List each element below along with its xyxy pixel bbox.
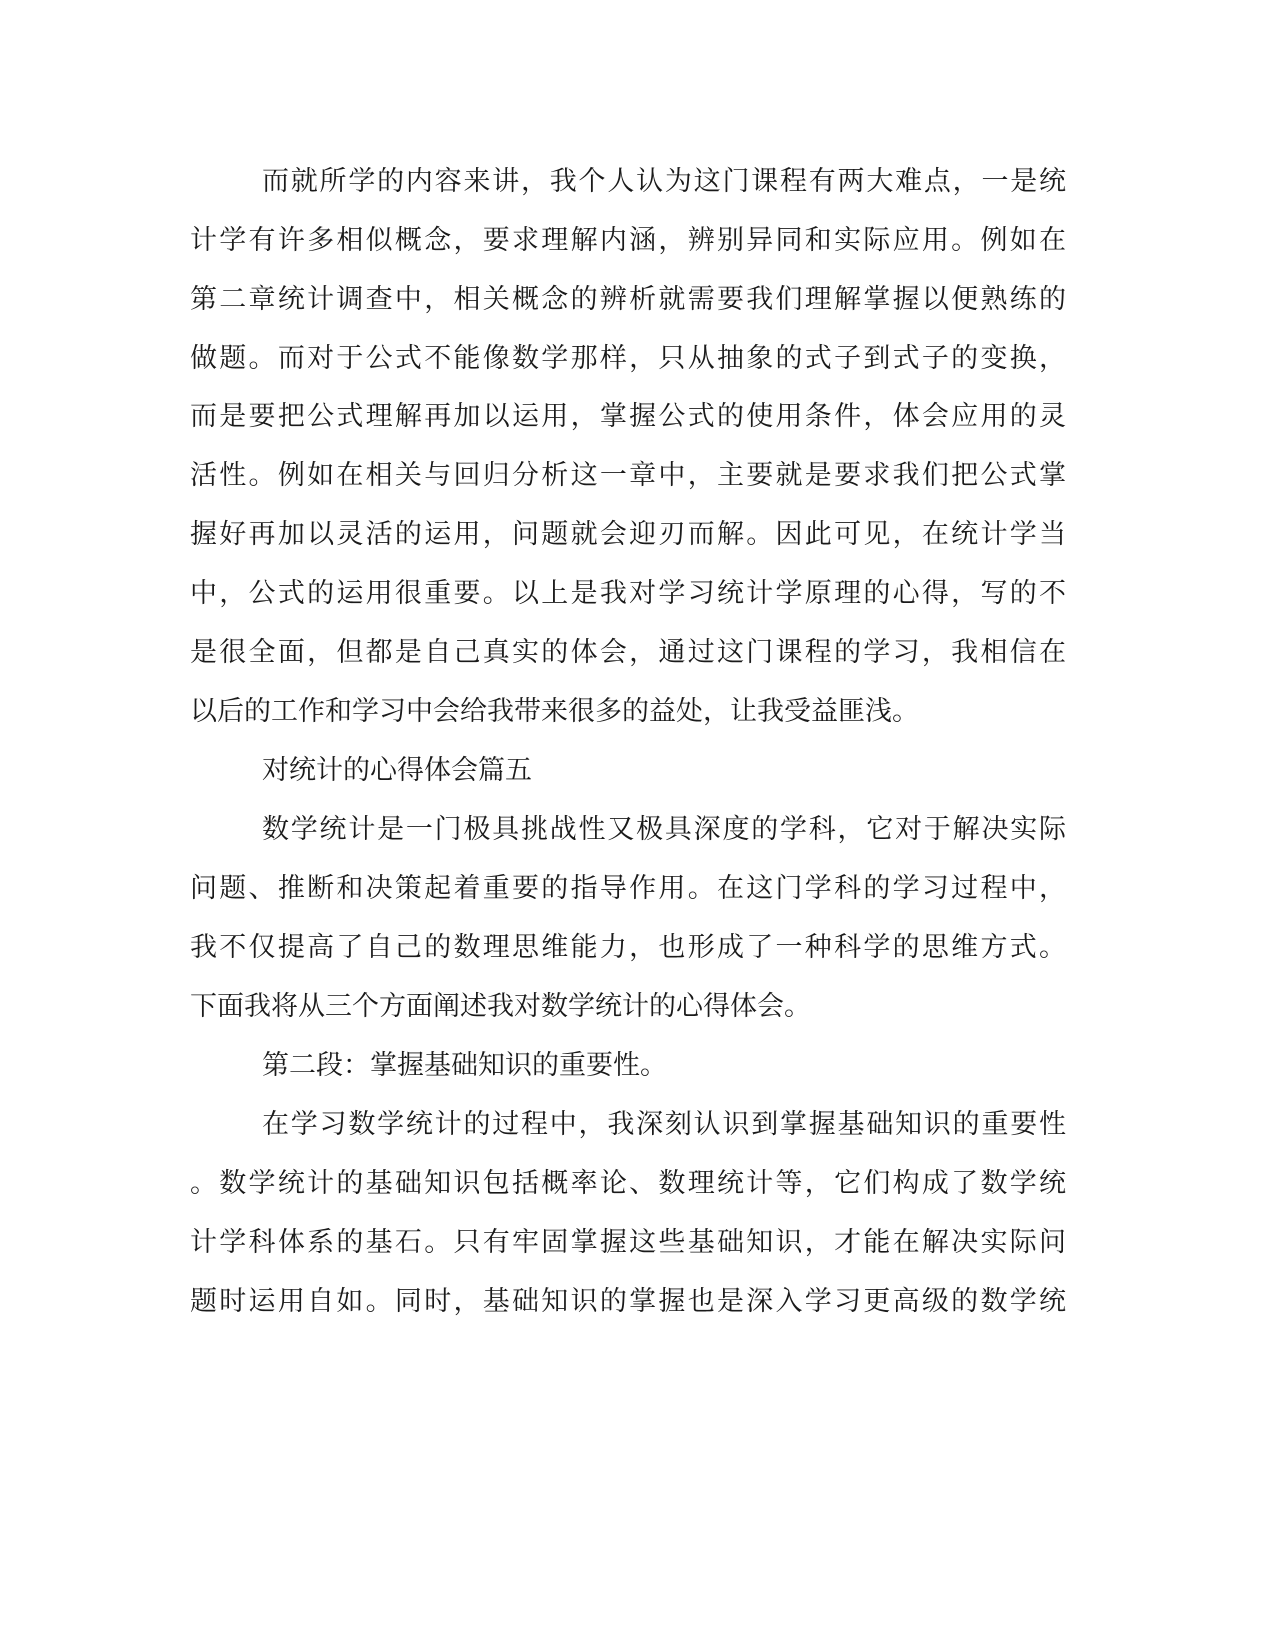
subheading: 第二段：掌握基础知识的重要性。 — [262, 1050, 667, 1081]
paragraph-2-line-2: 问题、推断和决策起着重要的指导作用。在这门学科的学习过程中， — [190, 873, 1066, 904]
paragraph-1-line-7: 握好再加以灵活的运用，问题就会迎刃而解。因此可见，在统计学当 — [190, 519, 1066, 550]
paragraph-1-line-4: 做题。而对于公式不能像数学那样，只从抽象的式子到式子的变换， — [190, 343, 1066, 374]
paragraph-1-line-1: 而就所学的内容来讲，我个人认为这门课程有两大难点，一是统 — [262, 166, 1066, 197]
paragraph-1-line-2: 计学有许多相似概念，要求理解内涵，辨别异同和实际应用。例如在 — [190, 225, 1066, 256]
paragraph-1-line-3: 第二章统计调查中，相关概念的辨析就需要我们理解掌握以便熟练的 — [190, 284, 1066, 315]
paragraph-1-line-6: 活性。例如在相关与回归分析这一章中，主要就是要求我们把公式掌 — [190, 460, 1066, 491]
paragraph-1-line-10: 以后的工作和学习中会给我带来很多的益处，让我受益匪浅。 — [190, 696, 919, 727]
paragraph-2-line-1: 数学统计是一门极具挑战性又极具深度的学科，它对于解决实际 — [262, 814, 1066, 845]
paragraph-1-line-5: 而是要把公式理解再加以运用，掌握公式的使用条件，体会应用的灵 — [190, 401, 1066, 432]
paragraph-2-line-3: 我不仅提高了自己的数理思维能力，也形成了一种科学的思维方式。 — [190, 932, 1066, 963]
paragraph-1-line-9: 是很全面，但都是自己真实的体会，通过这门课程的学习，我相信在 — [190, 637, 1066, 668]
paragraph-2-line-4: 下面我将从三个方面阐述我对数学统计的心得体会。 — [190, 991, 811, 1022]
section-title: 对统计的心得体会篇五 — [262, 755, 532, 786]
paragraph-3-line-1: 在学习数学统计的过程中，我深刻认识到掌握基础知识的重要性 — [262, 1109, 1066, 1140]
paragraph-1-line-8: 中，公式的运用很重要。以上是我对学习统计学原理的心得，写的不 — [190, 578, 1066, 609]
paragraph-3-line-3: 计学科体系的基石。只有牢固掌握这些基础知识，才能在解决实际问 — [190, 1227, 1066, 1258]
paragraph-3-line-2: 。数学统计的基础知识包括概率论、数理统计等，它们构成了数学统 — [190, 1168, 1066, 1199]
paragraph-3-line-4: 题时运用自如。同时，基础知识的掌握也是深入学习更高级的数学统 — [190, 1286, 1066, 1317]
